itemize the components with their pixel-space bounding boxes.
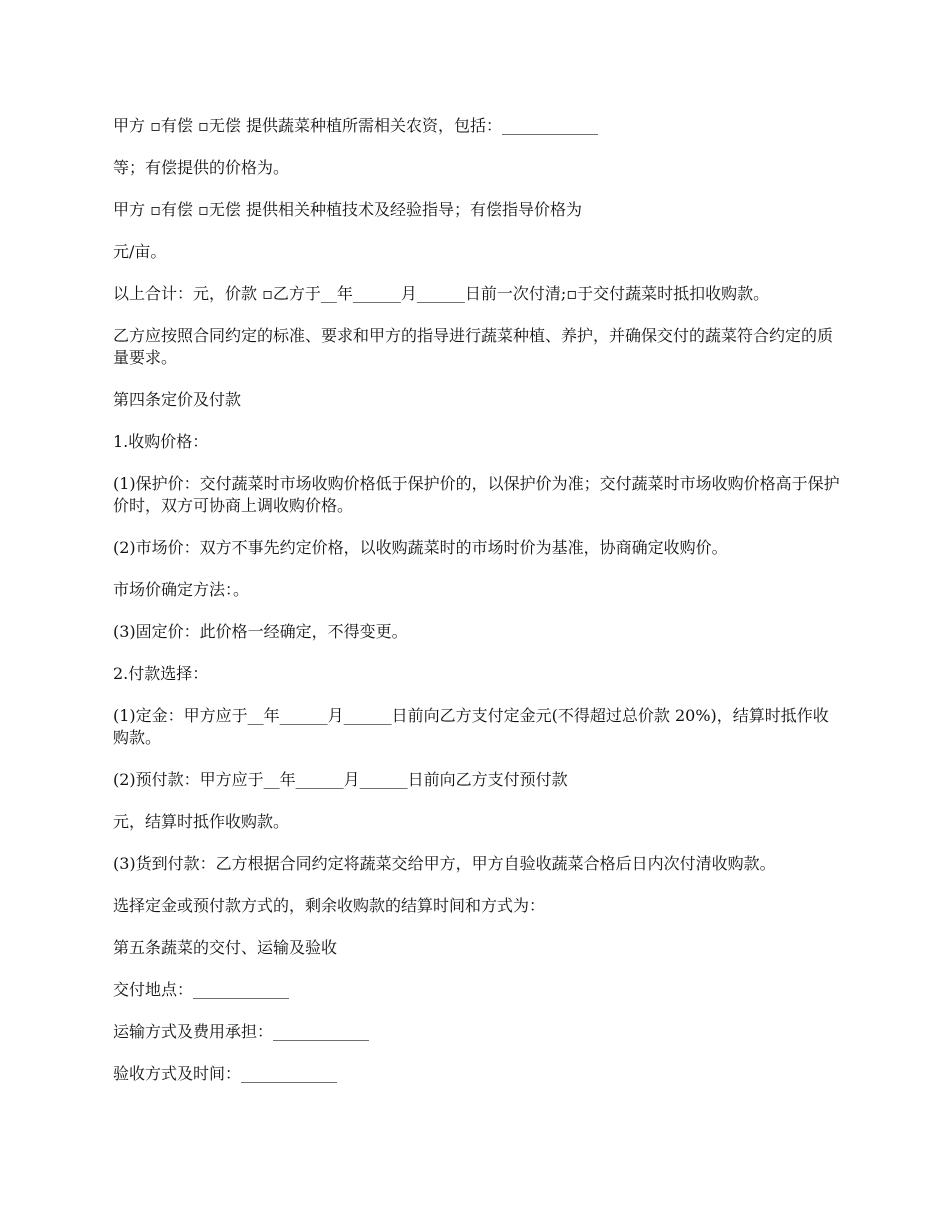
paragraph-prepayment: (2)预付款：甲方应于__年______月______日前向乙方支付预付款 — [113, 770, 568, 789]
paragraph-prepayment-unit: 元，结算时抵作收购款。 — [113, 812, 290, 831]
section-heading-pricing: 第四条定价及付款 — [113, 390, 242, 409]
paragraph-supplies-price: 等；有偿提供的价格为。 — [113, 158, 290, 177]
document-body — [113, 110, 840, 1085]
paragraph-delivery-location: 交付地点：____________ — [113, 980, 290, 999]
paragraph-remaining-settlement: 选择定金或预付款方式的，剩余收购款的结算时间和方式为： — [113, 896, 546, 915]
paragraph-cash-on-delivery: (3)货到付款：乙方根据合同约定将蔬菜交给甲方，甲方自验收蔬菜合格后日内次付清收购款。 — [113, 854, 776, 873]
paragraph-market-price: (2)市场价：双方不事先约定价格，以收购蔬菜时的市场时价为基准，协商确定收购价。 — [113, 538, 728, 557]
paragraph-transport: 运输方式及费用承担：____________ — [113, 1022, 370, 1041]
paragraph-purchase-price: 1.收购价格： — [113, 432, 209, 451]
paragraph-planting-obligation: 乙方应按照合同约定的标准、要求和甲方的指导进行蔬菜种植、养护，并确保交付的蔬菜符合约定的质量要求。 — [113, 326, 834, 367]
paragraph-protective-price: (1)保护价：交付蔬菜时市场收购价格低于保护价的，以保护价为准；交付蔬菜时市场收购价格高于保护价时，双方可协商上调收购价格。 — [113, 474, 840, 515]
paragraph-fixed-price: (3)固定价：此价格一经确定，不得变更。 — [113, 622, 408, 641]
paragraph-deposit: (1)定金：甲方应于__年______月______日前向乙方支付定金元(不得超过总价款 20%)，结算时抵作收购款。 — [113, 706, 829, 747]
paragraph-guidance: 甲方 ▫有偿 ▫无偿 提供相关种植技术及经验指导；有偿指导价格为 — [113, 200, 582, 219]
paragraph-guidance-unit: 元/亩。 — [113, 242, 167, 261]
paragraph-acceptance: 验收方式及时间：____________ — [113, 1064, 338, 1083]
paragraph-payment-choice: 2.付款选择： — [113, 664, 209, 683]
section-heading-delivery: 第五条蔬菜的交付、运输及验收 — [113, 938, 338, 957]
paragraph-market-price-method: 市场价确定方法：。 — [113, 580, 250, 599]
paragraph-total: 以上合计：元，价款 ▫乙方于__年______月______日前一次付清;▫于交付蔬菜时抵扣收购款。 — [113, 284, 770, 303]
paragraph-supplies: 甲方 ▫有偿 ▫无偿 提供蔬菜种植所需相关农资，包括：____________ — [113, 116, 598, 135]
